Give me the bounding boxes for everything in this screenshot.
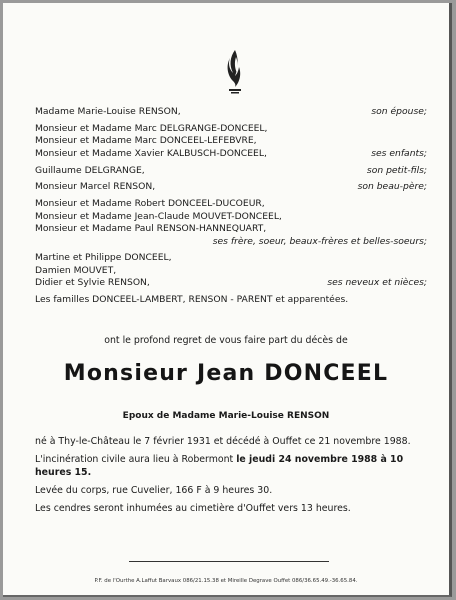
cremation-text	[35, 453, 427, 479]
funeral-details	[35, 435, 427, 520]
children-group	[35, 123, 427, 160]
mourner-line: Monsieur et Madame Marc DONCEEL-LEFEBVRE,	[35, 135, 257, 147]
relation-label: ses frère, soeur, beaux-frères et belles-soeurs;	[212, 235, 427, 247]
relation-label: son beau-père;	[357, 181, 427, 193]
mourners-list	[35, 106, 427, 306]
relation-label: son petit-fils;	[366, 164, 427, 176]
relation-label: ses neveux et nièces;	[327, 277, 427, 289]
mourner-line: Monsieur et Madame Marc DELGRANGE-DONCEEL,	[35, 122, 268, 134]
relation-label: son épouse;	[371, 106, 427, 117]
mourner-line: Damien MOUVET,	[35, 264, 117, 276]
siblings-group	[35, 198, 427, 248]
mourner-line: Monsieur et Madame Paul RENSON-HANNEQUART,	[35, 223, 267, 235]
father-in-law-group	[35, 181, 427, 193]
printer-credit: P.F. de l'Ourthe A.Laffut Barvaux 086/21.15.38 et Mireille Degrave Ouffet 086/36.65.49.-36.65.84.	[94, 578, 358, 584]
deceased-name: Monsieur Jean DONCEEL	[63, 361, 389, 386]
cremation-prefix: L'incinération civile aura lieu à Robermont	[35, 454, 237, 465]
ashes-text: Les cendres seront inhumées au cimetière d'Ouffet vers 13 heures.	[35, 503, 351, 514]
mourner-line: Madame Marie-Louise RENSON,	[35, 106, 181, 117]
spouse-line: Epoux de Madame Marie-Louise RENSON	[122, 411, 330, 421]
grandson-group	[35, 165, 427, 177]
mourner-line: Monsieur Marcel RENSON,	[35, 181, 156, 193]
announcement-intro: ont le profond regret de vous faire part du décès de	[104, 335, 348, 346]
cremation-date: le jeudi 24 novembre 1988 à 10 heures 15.	[35, 454, 404, 478]
spouse-group	[35, 106, 427, 118]
mourner-line: Monsieur et Madame Xavier KALBUSCH-DONCEEL,	[35, 147, 267, 159]
mourner-line: Martine et Philippe DONCEEL,	[35, 252, 172, 264]
mourner-line: Guillaume DELGRANGE,	[35, 164, 145, 176]
birth-death-text: né à Thy-le-Château le 7 février 1931 et décédé à Ouffet ce 21 novembre 1988.	[35, 436, 411, 447]
mourner-line: Didier et Sylvie RENSON,	[35, 277, 150, 289]
nephews-group	[35, 252, 427, 289]
divider-rule	[129, 561, 329, 562]
mourner-line: Monsieur et Madame Robert DONCEEL-DUCOEUR,	[35, 198, 265, 210]
mourner-line: Monsieur et Madame Jean-Claude MOUVET-DONCEEL,	[35, 210, 282, 222]
relation-label: ses enfants;	[371, 147, 427, 159]
obituary-card	[3, 3, 452, 597]
flame-emblem-icon	[226, 49, 244, 95]
body-removal-text: Levée du corps, rue Cuvelier, 166 F à 9 heures 30.	[35, 485, 273, 496]
families-line: Les familles DONCEEL-LAMBERT, RENSON - PARENT et apparentées.	[35, 294, 349, 306]
